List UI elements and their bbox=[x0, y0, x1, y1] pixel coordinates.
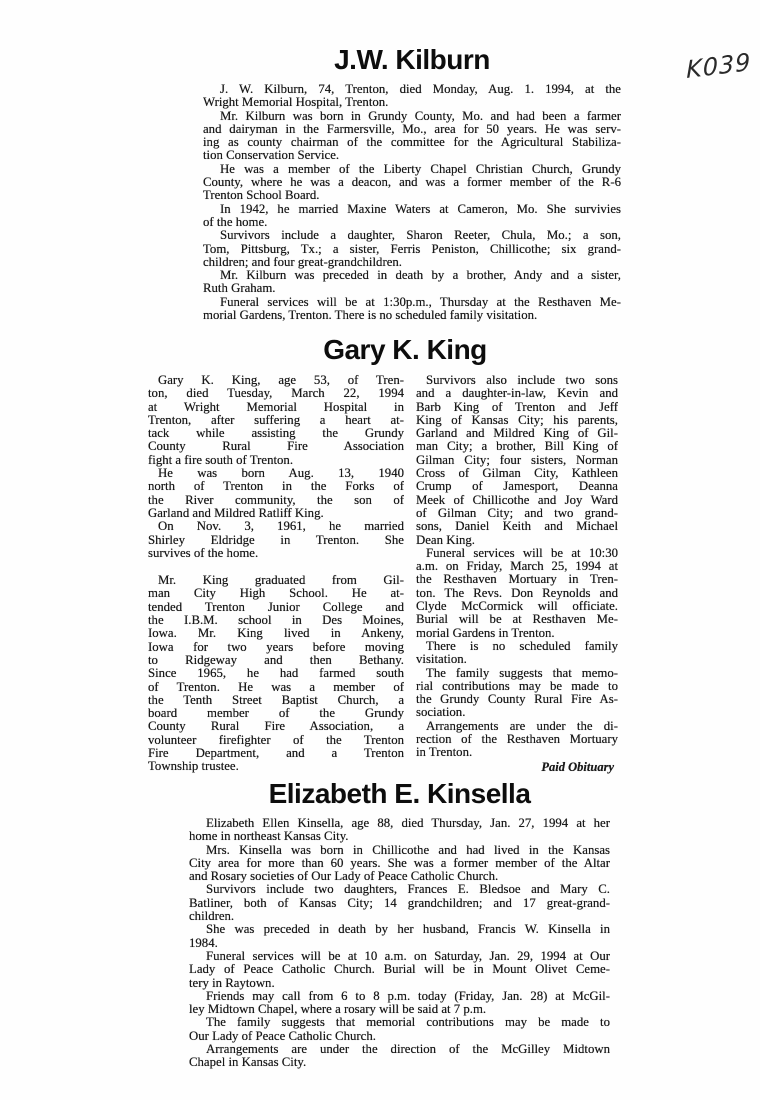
paragraph bbox=[189, 950, 610, 990]
text-line: Township trustee. bbox=[148, 760, 239, 774]
text-line: Elizabeth Ellen Kinsella, age 88, died Thursday, Jan. 27, 1994 at her bbox=[206, 817, 610, 830]
text-line: of the home. bbox=[203, 215, 268, 229]
text-line: Wright Memorial Hospital, Trenton. bbox=[203, 96, 389, 110]
obituary-title-kinsella: Elizabeth E. Kinsella bbox=[268, 778, 531, 809]
paragraph bbox=[203, 296, 621, 323]
text-line: ton. The Revs. Don Reynolds and bbox=[416, 586, 618, 600]
text-line: Funeral services will be at 1:30p.m., Thursday at the Resthaven Me- bbox=[220, 295, 621, 309]
text-line: Since 1965, he had farmed south bbox=[148, 667, 404, 681]
text-line: On Nov. 3, 1961, he married bbox=[158, 520, 404, 534]
text-line: J. W. Kilburn, 74, Trenton, died Monday, Aug. 1. 1994, at the bbox=[220, 83, 621, 96]
text-line: and a daughter-in-law, Kevin and bbox=[416, 387, 618, 401]
text-line: morial Gardens, Trenton. There is no scheduled family visitation. bbox=[203, 309, 538, 323]
obituary-kinsella bbox=[189, 778, 610, 1070]
text-line: at Wright Memorial Hospital in bbox=[148, 400, 404, 414]
paragraph bbox=[203, 110, 621, 163]
paragraph bbox=[148, 520, 404, 560]
text-line: Survivors also include two sons bbox=[426, 374, 618, 387]
handwritten-catalog-code: K039 bbox=[685, 47, 752, 85]
obituary-body-kilburn bbox=[203, 83, 621, 322]
text-line: Burial will be at Resthaven Me- bbox=[416, 613, 618, 627]
text-line: children. bbox=[189, 910, 235, 924]
paragraph bbox=[148, 467, 404, 520]
text-line: She was preceded in death by her husband, Francis W. Kinsella in bbox=[206, 923, 610, 937]
obituary-title-king: Gary K. King bbox=[323, 334, 487, 365]
text-line: tion Conservation Service. bbox=[203, 149, 340, 163]
paragraph bbox=[416, 374, 618, 547]
text-line: Iowa for two years before moving bbox=[148, 640, 404, 654]
text-line: Iowa. Mr. King lived in Ankeny, bbox=[148, 627, 404, 641]
paragraph bbox=[189, 1016, 610, 1043]
text-line: He was a member of the Liberty Chapel Christian Church, Grundy bbox=[220, 162, 621, 176]
text-line: Trenton School Board. bbox=[203, 189, 320, 203]
paragraph bbox=[416, 640, 618, 667]
text-line: Friends may call from 6 to 8 p.m. today (Friday, Jan. 28) at McGil- bbox=[206, 989, 610, 1003]
text-line: morial Gardens in Trenton. bbox=[416, 626, 555, 640]
text-line: sons, Daniel Keith and Michael bbox=[416, 520, 618, 534]
obituary-king bbox=[148, 334, 618, 774]
paragraph bbox=[203, 83, 621, 110]
paragraph bbox=[203, 163, 621, 203]
text-line: Dean King. bbox=[416, 533, 475, 547]
text-line: the Tenth Street Baptist Church, a bbox=[148, 693, 404, 707]
text-line: Mr. King graduated from Gil- bbox=[158, 574, 404, 588]
text-line: Trenton, after suffering a heart at- bbox=[148, 413, 404, 427]
text-line: Survivors include a daughter, Sharon Reeter, Chula, Mo.; a son, bbox=[220, 229, 621, 243]
text-line: home in northeast Kansas City. bbox=[189, 830, 349, 844]
paid-obituary-note: Paid Obituary bbox=[541, 759, 614, 774]
text-line: Arrangements are under the direction of the McGilley Midtown bbox=[206, 1043, 610, 1057]
text-line: Gary K. King, age 53, of Tren- bbox=[158, 374, 404, 387]
text-line: County Rural Fire Association bbox=[148, 440, 404, 454]
text-line: Garland and Mildred King of Gil- bbox=[416, 427, 618, 441]
text-line: man City; a brother, Bill King of bbox=[416, 440, 618, 454]
text-line: tended Trenton Junior College and bbox=[148, 600, 404, 614]
text-line: Lady of Peace Catholic Church. Burial will be in Mount Olivet Ceme- bbox=[189, 963, 610, 977]
obituary-body-king bbox=[148, 374, 618, 774]
text-line: and Rosary societies of Our Lady of Peace Catholic Church. bbox=[189, 870, 499, 884]
text-line: In 1942, he married Maxine Waters at Cameron, Mo. She survivies bbox=[220, 202, 621, 216]
text-line: He was born Aug. 13, 1940 bbox=[158, 467, 404, 481]
text-line: rection of the Resthaven Mortuary bbox=[416, 733, 618, 747]
obituary-kilburn bbox=[203, 44, 621, 322]
king-column-right-text bbox=[416, 374, 618, 760]
text-line: Barb King of Trenton and Jeff bbox=[416, 400, 618, 414]
text-line: north of Trenton in the Forks of bbox=[148, 480, 404, 494]
text-line: Batliner, both of Kansas City; 14 grandchildren; and 17 great-grand- bbox=[189, 896, 610, 910]
text-line: The family suggests that memo- bbox=[426, 666, 618, 680]
paragraph bbox=[189, 817, 610, 844]
text-line: Mr. Kilburn was born in Grundy County, Mo. and had been a farmer bbox=[220, 109, 621, 123]
paragraph bbox=[203, 203, 621, 230]
paragraph bbox=[189, 844, 610, 884]
text-line: survives of the home. bbox=[148, 546, 259, 560]
text-line: visitation. bbox=[416, 653, 467, 667]
text-line: tack while assisting the Grundy bbox=[148, 427, 404, 441]
text-line: Gilman City; four sisters, Norman bbox=[416, 453, 618, 467]
text-line: Mrs. Kinsella was born in Chillicothe and had lived in the Kansas bbox=[206, 843, 610, 857]
text-line: Garland and Mildred Ratliff King. bbox=[148, 506, 324, 520]
text-line: Clyde McCormick will officiate. bbox=[416, 600, 618, 614]
text-line: in Trenton. bbox=[416, 746, 473, 760]
text-line: sociation. bbox=[416, 706, 466, 720]
text-line: Crump of Jamesport, Deanna bbox=[416, 480, 618, 494]
text-line: ley Midtown Chapel, where a rosary will be said at 7 p.m. bbox=[189, 1003, 487, 1017]
text-line: There is no scheduled family bbox=[426, 639, 618, 653]
text-line: the Grundy County Rural Fire As- bbox=[416, 693, 618, 707]
king-column-left bbox=[148, 374, 404, 774]
text-line: the Resthaven Mortuary in Tren- bbox=[416, 573, 618, 587]
text-line: of Gilman City; and two grand- bbox=[416, 506, 618, 520]
text-line: County, where he was a deacon, and was a former member of the R-6 bbox=[203, 176, 621, 190]
text-line: County Rural Fire Association, a bbox=[148, 720, 404, 734]
text-line: tery in Raytown. bbox=[189, 976, 275, 990]
text-line: children; and four great-grandchildren. bbox=[203, 255, 402, 269]
text-line: Meek of Chillicothe and Joy Ward bbox=[416, 493, 618, 507]
paragraph bbox=[416, 720, 618, 760]
text-line: The family suggests that memorial contributions may be made to bbox=[206, 1016, 610, 1030]
text-line: Arrangements are under the di- bbox=[426, 719, 618, 733]
text-line: to Ridgeway and then Bethany. bbox=[148, 653, 404, 667]
paragraph bbox=[189, 1043, 610, 1070]
text-line: the I.B.M. school in Des Moines, bbox=[148, 614, 404, 628]
text-line: Funeral services will be at 10 a.m. on Saturday, Jan. 29, 1994 at Our bbox=[206, 949, 610, 963]
text-line: volunteer firefighter of the Trenton bbox=[148, 733, 404, 747]
paragraph bbox=[416, 547, 618, 640]
text-line: Survivors include two daughters, Frances E. Bledsoe and Mary C. bbox=[206, 883, 610, 897]
text-line: fight a fire south of Trenton. bbox=[148, 453, 294, 467]
text-line: rial contributions may be made to bbox=[416, 679, 618, 693]
paragraph bbox=[148, 574, 404, 773]
text-line: Fire Department, and a Trenton bbox=[148, 747, 404, 761]
text-line: Tom, Pittsburg, Tx.; a sister, Ferris Peniston, Chillicothe; six grand- bbox=[203, 242, 621, 256]
text-line: ing as county chairman of the committee for the Agricultural Stabiliza- bbox=[203, 136, 621, 150]
text-line: City area for more than 60 years. She was a former member of the Altar bbox=[189, 856, 610, 870]
paragraph bbox=[189, 990, 610, 1017]
paragraph bbox=[189, 923, 610, 950]
paragraph bbox=[416, 667, 618, 720]
text-line: and dairyman in the Farmersville, Mo., area for 50 years. He was serv- bbox=[203, 122, 621, 136]
text-line: Cross of Gilman City, Kathleen bbox=[416, 467, 618, 481]
text-line: Our Lady of Peace Catholic Church. bbox=[189, 1029, 376, 1043]
text-line: Ruth Graham. bbox=[203, 282, 276, 296]
paragraph bbox=[189, 883, 610, 923]
text-line: Funeral services will be at 10:30 bbox=[426, 546, 618, 560]
text-line: board member of the Grundy bbox=[148, 707, 404, 721]
text-line: Shirley Eldridge in Trenton. She bbox=[148, 533, 404, 547]
paragraph bbox=[203, 229, 621, 269]
text-line: a.m. on Friday, March 25, 1994 at bbox=[416, 560, 618, 574]
king-column-right bbox=[416, 374, 618, 774]
obituary-title-kilburn: J.W. Kilburn bbox=[334, 44, 490, 75]
paragraph bbox=[148, 374, 404, 467]
text-line: the River community, the son of bbox=[148, 493, 404, 507]
paragraph bbox=[203, 269, 621, 296]
text-line: King of Kansas City; his parents, bbox=[416, 413, 618, 427]
text-line: Mr. Kilburn was preceded in death by a brother, Andy and a sister, bbox=[220, 269, 621, 283]
text-line: man City High School. He at- bbox=[148, 587, 404, 601]
obituary-body-kinsella bbox=[189, 817, 610, 1070]
text-line: of Trenton. He was a member of bbox=[148, 680, 404, 694]
text-line: Chapel in Kansas City. bbox=[189, 1056, 307, 1070]
text-line: 1984. bbox=[189, 936, 218, 950]
text-line: ton, died Tuesday, March 22, 1994 bbox=[148, 387, 404, 401]
